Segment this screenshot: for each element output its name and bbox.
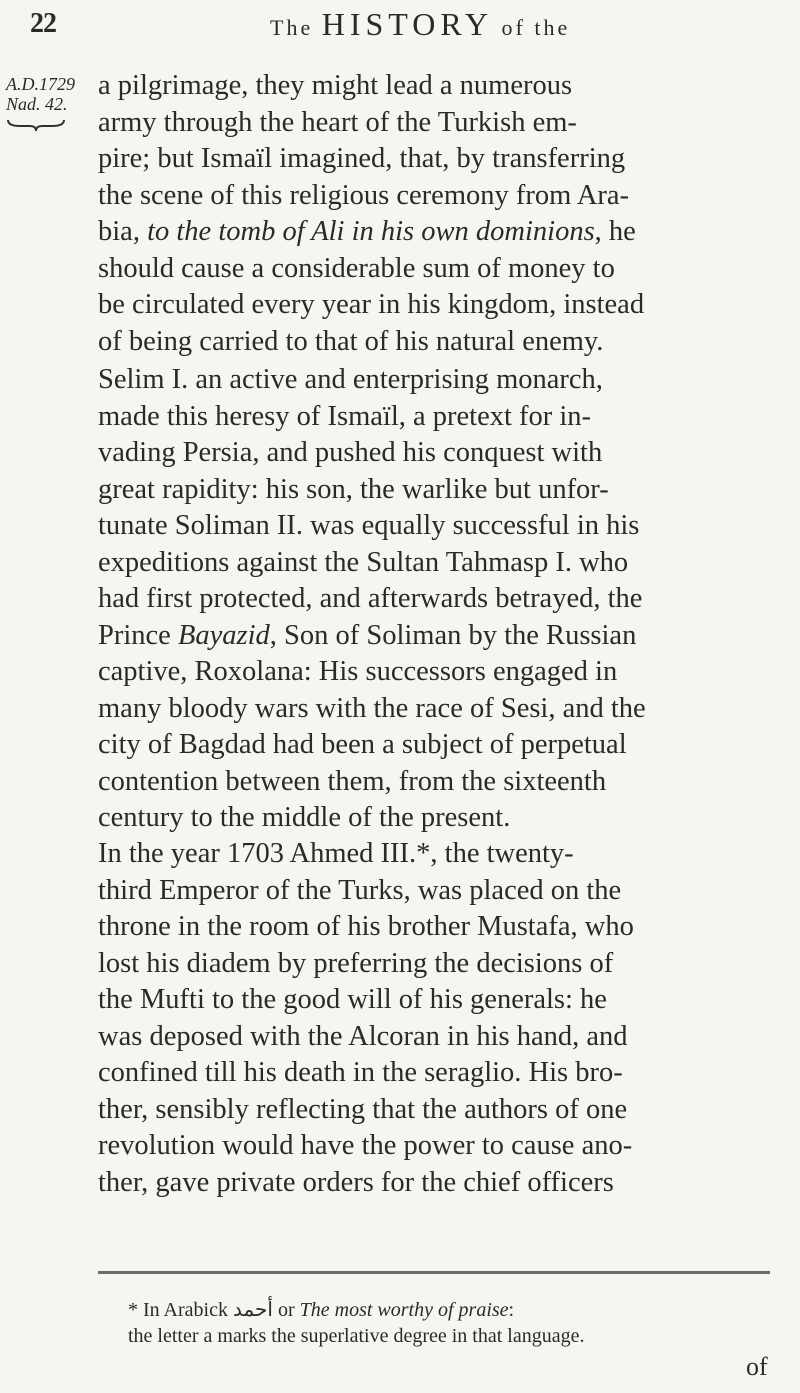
text-line: Prince Bayazid, Son of Soliman by the Russian	[98, 619, 637, 651]
catchword: of	[746, 1352, 768, 1381]
text-line: the Mufti to the good will of his generals: he	[98, 984, 607, 1015]
text-line: ther, sensibly reflecting that the authors of one	[98, 1093, 628, 1125]
italic-phrase: Bayazid	[177, 619, 270, 651]
text-line: century to the middle of the present.	[98, 802, 511, 833]
text-line: third Emperor of the Turks, was placed on the	[98, 874, 622, 906]
paragraph-2	[98, 362, 770, 837]
text-line: army through the heart of the Turkish em-	[98, 106, 577, 138]
text-line: be circulated every year in his kingdom, instead	[98, 289, 645, 320]
text-line: lost his diadem by preferring the decisions of	[98, 947, 614, 979]
footnote-divider	[98, 1271, 770, 1274]
text-line: In the year 1703 Ahmed III.*, the twenty-	[98, 838, 574, 869]
text-line: city of Bagdad had been a subject of perpetual	[98, 729, 627, 760]
text-line: vading Persia, and pushed his conquest with	[98, 437, 603, 468]
paragraph-3	[98, 836, 770, 1201]
page-number: 22	[30, 8, 56, 39]
running-head-the: The	[270, 15, 322, 40]
text-line: bia, to the tomb of Ali in his own dominions, he	[98, 216, 636, 247]
text-line: should cause a considerable sum of money to	[98, 252, 615, 284]
paragraph-1	[98, 68, 770, 360]
italic-phrase: to the tomb of Ali in his own dominions	[147, 216, 595, 247]
text-line: great rapidity: his son, the warlike but unfor-	[98, 473, 609, 505]
running-head-of-the: of the	[493, 15, 571, 40]
text-line: contention between them, from the sixteenth	[98, 765, 607, 797]
text-line: tunate Soliman II. was equally successful in his	[98, 510, 640, 541]
text-line: many bloody wars with the race of Sesi, and the	[98, 692, 646, 724]
marginal-date: A.D.1729	[6, 74, 75, 94]
text-line: pire; but Ismaïl imagined, that, by transferring	[98, 143, 626, 174]
text-line: was deposed with the Alcoran in his hand, and	[98, 1020, 628, 1052]
text-line: of being carried to that of his natural enemy.	[98, 325, 604, 357]
arabic-word: أحمد	[232, 1297, 273, 1321]
text-line: captive, Roxolana: His successors engaged in	[98, 656, 618, 687]
running-head	[270, 6, 570, 43]
text-line: expeditions against the Sultan Tahmasp I. who	[98, 546, 629, 578]
footnote-marker: * In Arabick	[128, 1299, 228, 1321]
running-head-history: HISTORY	[321, 6, 494, 42]
text-line: made this heresy of Ismaïl, a pretext for in-	[98, 400, 592, 432]
text-line: a pilgrimage, they might lead a numerous	[98, 70, 573, 101]
brace-icon	[6, 118, 66, 132]
footnote-or: or	[277, 1299, 295, 1321]
footnote-colon: :	[508, 1299, 515, 1321]
text-line: throne in the room of his brother Mustafa, who	[98, 911, 634, 942]
footnote	[128, 1296, 768, 1349]
footnote-translation: The most worthy of praise	[299, 1299, 509, 1321]
text-line: had first protected, and afterwards betrayed, the	[98, 583, 643, 614]
footnote-line-1	[128, 1296, 768, 1323]
marginal-reign: Nad. 42.	[6, 94, 68, 114]
text-line: confined till his death in the seraglio. His bro-	[98, 1057, 623, 1088]
text-line: revolution would have the power to cause ano-	[98, 1130, 633, 1161]
text-line: the scene of this religious ceremony from Ara-	[98, 179, 630, 211]
text-line: Selim I. an active and enterprising monarch,	[98, 364, 603, 395]
text-line: ther, gave private orders for the chief officers	[98, 1166, 614, 1198]
footnote-line-2: the letter a marks the superlative degree in that language.	[128, 1325, 585, 1347]
marginal-note	[6, 74, 75, 132]
